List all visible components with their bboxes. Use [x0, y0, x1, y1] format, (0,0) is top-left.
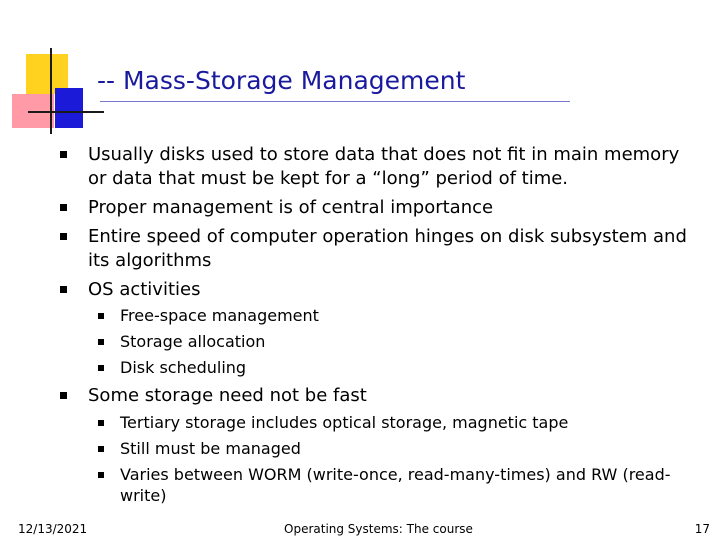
sub-bullet-marker [98, 313, 104, 319]
bullet-text: OS activities [88, 279, 201, 300]
sub-bullet-marker [98, 339, 104, 345]
bullet-text: Some storage need not be fast [88, 385, 367, 406]
bullet-marker [60, 151, 67, 158]
footer-course: Operating Systems: The course [284, 522, 473, 536]
sub-bullet-text: Free-space management [120, 306, 319, 325]
slide-title: -- Mass-Storage Management [97, 66, 466, 95]
bullet-marker [60, 392, 67, 399]
logo-vertical-line [50, 48, 52, 134]
bullet-text: or data that must be kept for a “long” period of time. [88, 168, 569, 189]
bullet-marker [60, 233, 67, 240]
title-underline [100, 101, 570, 102]
footer-page-number: 17 [694, 522, 710, 536]
sub-bullet-text: Varies between WORM (write-once, read-many-times) and RW (read- [120, 465, 671, 484]
sub-bullet-text: write) [120, 486, 167, 505]
sub-bullet-marker [98, 420, 104, 426]
logo-blue-square [55, 88, 83, 128]
slide-logo [0, 0, 100, 140]
sub-bullet-marker [98, 446, 104, 452]
sub-bullet-marker [98, 365, 104, 371]
sub-bullet-marker [98, 472, 104, 478]
logo-horizontal-line [28, 111, 104, 113]
bullet-marker [60, 286, 67, 293]
bullet-text: Usually disks used to store data that does not fit in main memory [88, 144, 680, 165]
sub-bullet-text: Disk scheduling [120, 358, 247, 377]
bullet-marker [60, 204, 67, 211]
bullet-text: Entire speed of computer operation hinges on disk subsystem and [88, 226, 687, 247]
bullet-text: its algorithms [88, 250, 212, 271]
footer-date: 12/13/2021 [18, 522, 88, 536]
bullet-text: Proper management is of central importance [88, 197, 494, 218]
sub-bullet-text: Still must be managed [120, 439, 301, 458]
sub-bullet-text: Storage allocation [120, 332, 266, 351]
sub-bullet-text: Tertiary storage includes optical storage, magnetic tape [120, 413, 569, 432]
